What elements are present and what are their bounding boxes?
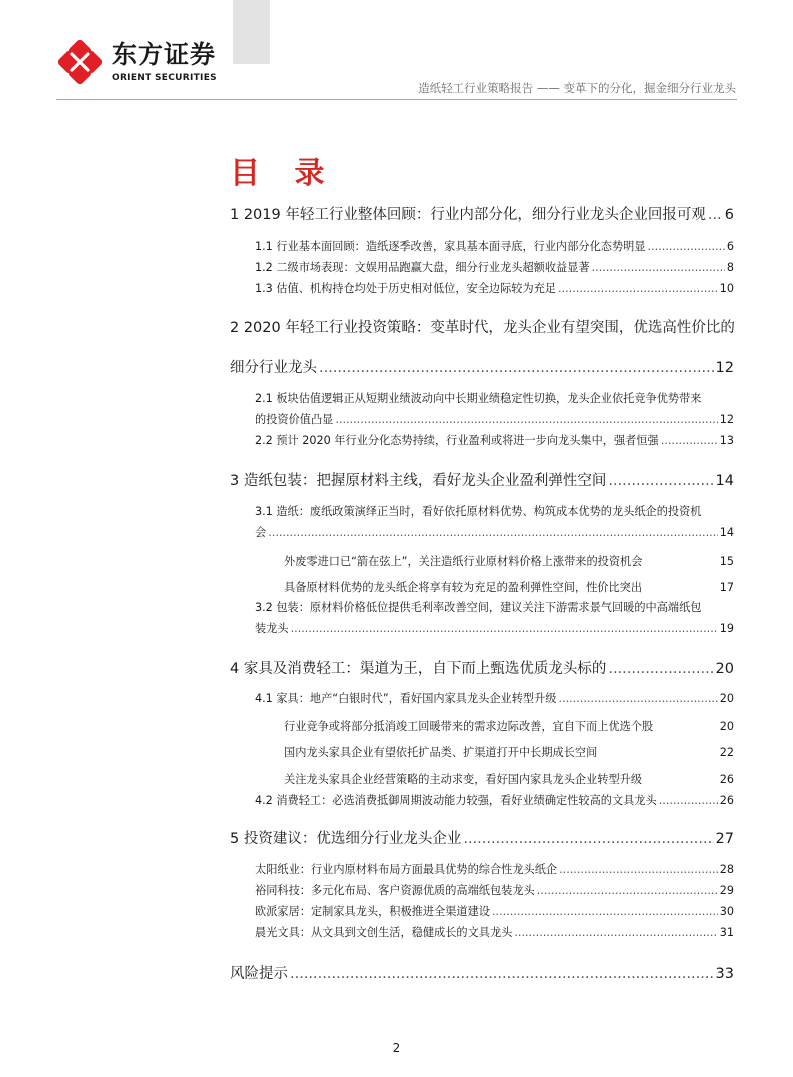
toc-entry-5-d[interactable]: 晨光文具：从文具到文创生活，稳健成长的文具龙头 ..... 31 — [255, 924, 734, 940]
toc-entry-2-1[interactable]: 的投资价值凸显 ..... 12 — [255, 411, 734, 427]
toc-entry-1-2[interactable]: 1.2 二级市场表现：文娱用品跑赢大盘，细分行业龙头超额收益显著 ..... 8 — [255, 259, 734, 275]
toc-entry-2-2[interactable]: 2.2 预计 2020 年行业分化态势持续，行业盈利或将进一步向龙头集中，强者恒强 ..... 13 — [255, 432, 734, 448]
page-number: 2 — [392, 1041, 401, 1055]
toc-entry-4-1[interactable]: 4.1 家具：地产“白银时代”，看好国内家具龙头企业转型升级 ..... 20 — [255, 690, 734, 706]
toc-entry-3-1-line1[interactable]: 3.1 造纸：废纸政策演绎正当时，看好依托原材料优势、构筑成本优势的龙头纸企的投资机 — [255, 505, 702, 518]
header-divider — [56, 99, 737, 100]
toc-entry-4-2[interactable]: 4.2 消费轻工：必选消费抵御周期波动能力较强，看好业绩确定性较高的文具龙头 ..... 26 — [255, 792, 734, 808]
toc-entry-2-line1[interactable]: 2 2020 年轻工行业投资策略：变革时代，龙头企业有望突围，优选高性价比的 — [230, 320, 735, 336]
toc-entry-4-1-c[interactable]: 关注龙头家具企业经营策略的主动求变，看好国内家具龙头企业转型升级 26 — [284, 773, 734, 786]
toc-entry-3-2[interactable]: 装龙头 ..... 19 — [255, 620, 734, 636]
toc-entry-risk[interactable]: 风险提示 ..... 33 — [230, 962, 734, 983]
toc-entry-3-2-line1[interactable]: 3.2 包装：原材料价格低位提供毛利率改善空间，建议关注下游需求景气回暖的中高端纸包 — [255, 601, 702, 614]
toc-entry-1[interactable]: 1 2019 年轻工行业整体回顾：行业内部分化，细分行业龙头企业回报可观 ..... 6 — [230, 203, 734, 224]
toc-entry-3-1-a[interactable]: 外废零进口已“箭在弦上”，关注造纸行业原材料价格上涨带来的投资机会 15 — [284, 555, 734, 568]
toc-entry-5-b[interactable]: 裕同科技：多元化布局、客户资源优质的高端纸包装龙头 ..... 29 — [255, 882, 734, 898]
toc-entry-1-3[interactable]: 1.3 估值、机构持仓均处于历史相对低位，安全边际较为充足 ..... 10 — [255, 280, 734, 296]
brand-name-en: ORIENT SECURITIES — [112, 73, 217, 83]
toc-title: 目 录 — [230, 156, 337, 191]
toc-entry-3[interactable]: 3 造纸包装：把握原材料主线，看好龙头企业盈利弹性空间 ..... 14 — [230, 469, 734, 490]
toc-entry-5-c[interactable]: 欧派家居：定制家具龙头，积极推进全渠道建设 ..... 30 — [255, 903, 734, 919]
toc-entry-5[interactable]: 5 投资建议：优选细分行业龙头企业 ..... 27 — [230, 827, 734, 848]
toc-entry-4-1-b[interactable]: 国内龙头家具企业有望依托扩品类、扩渠道打开中长期成长空间 22 — [284, 746, 734, 759]
toc-entry-3-1-b[interactable]: 具备原材料优势的龙头纸企将享有较为充足的盈利弹性空间，性价比突出 17 — [284, 581, 734, 594]
toc-entry-3-1[interactable]: 会 ..... 14 — [255, 524, 734, 540]
brand-name-cn: 东方证券 — [112, 40, 217, 69]
orient-securities-logo-icon — [58, 40, 102, 84]
toc-entry-5-a[interactable]: 太阳纸业：行业内原材料布局方面最具优势的综合性龙头纸企 ..... 28 — [255, 861, 734, 877]
toc-entry-2-1-line1[interactable]: 2.1 板块估值逻辑正从短期业绩波动向中长期业绩稳定性切换，龙头企业依托竞争优势带来 — [255, 392, 702, 405]
header-decor-bar — [233, 0, 270, 64]
toc-entry-2[interactable]: 细分行业龙头 ..... 12 — [230, 356, 734, 377]
toc-entry-4-1-a[interactable]: 行业竞争或将部分抵消竣工回暖带来的需求边际改善，宜自下而上优选个股 20 — [284, 720, 734, 733]
toc-entry-4[interactable]: 4 家具及消费轻工：渠道为王，自下而上甄选优质龙头标的 ..... 20 — [230, 657, 734, 678]
toc-entry-1-1[interactable]: 1.1 行业基本面回顾：造纸逐季改善，家具基本面寻底，行业内部分化态势明显 ..... 6 — [255, 238, 734, 254]
report-title: 造纸轻工行业策略报告 —— 变革下的分化，掘金细分行业龙头 — [418, 81, 736, 95]
